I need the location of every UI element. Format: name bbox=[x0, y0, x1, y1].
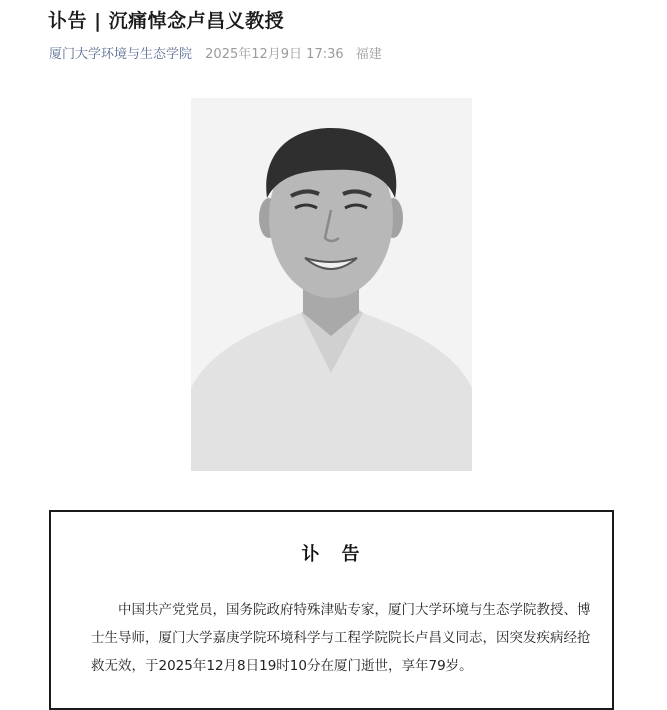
notice-line: 救无效，于2025年12月8日19时10分在厦门逝世，享年79岁。 bbox=[91, 658, 473, 674]
notice-body bbox=[91, 596, 591, 680]
author-link[interactable]: 厦门大学环境与生态学院 bbox=[49, 47, 193, 62]
obituary-notice bbox=[49, 510, 614, 710]
notice-heading: 讣 告 bbox=[301, 544, 362, 565]
portrait-photo[interactable] bbox=[191, 98, 472, 471]
notice-line: 士生导师，厦门大学嘉庚学院环境科学与工程学院院长卢昌义同志，因突发疾病经抢 bbox=[91, 630, 591, 646]
portrait-illustration bbox=[191, 98, 472, 471]
notice-line: 中国共产党党员，国务院政府特殊津贴专家，厦门大学环境与生态学院教授、博 bbox=[118, 602, 591, 618]
article-title: 讣告 | 沉痛悼念卢昌义教授 bbox=[48, 10, 285, 32]
publish-date: 2025年12月9日 17:36 bbox=[205, 47, 344, 62]
article-meta bbox=[49, 43, 382, 62]
publish-location: 福建 bbox=[355, 47, 382, 62]
